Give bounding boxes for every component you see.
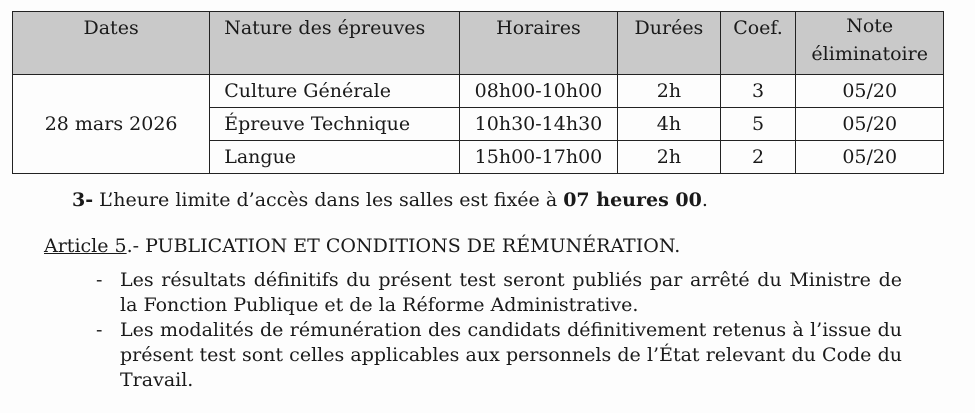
note-cell: 05/20: [796, 108, 944, 141]
horaire-cell: 15h00-17h00: [459, 141, 617, 174]
article-heading: [44, 235, 680, 257]
article-title: .- PUBLICATION ET CONDITIONS DE RÉMUNÉRATION.: [126, 235, 681, 257]
article-items: [96, 268, 902, 393]
paragraph-3: [72, 189, 708, 211]
table-header-row: [13, 12, 944, 75]
nature-cell: Épreuve Technique: [210, 108, 460, 141]
paragraph-time: 07 heures 00: [563, 189, 702, 211]
paragraph-end: .: [701, 189, 708, 211]
date-cell: 28 mars 2026: [13, 75, 210, 174]
dash-bullet: -: [96, 269, 103, 291]
article-label: Article 5: [44, 235, 127, 257]
horaire-cell: 08h00-10h00: [459, 75, 617, 108]
nature-cell: Langue: [210, 141, 460, 174]
header-dates: Dates: [13, 12, 210, 75]
coef-cell: 3: [720, 75, 796, 108]
nature-cell: Culture Générale: [210, 75, 460, 108]
duree-cell: 4h: [618, 108, 720, 141]
header-durees: Durées: [618, 12, 720, 75]
header-horaires: Horaires: [459, 12, 617, 75]
coef-cell: 5: [720, 108, 796, 141]
dash-bullet: -: [96, 319, 103, 341]
exam-schedule-table: [12, 11, 944, 174]
horaire-cell: 10h30-14h30: [459, 108, 617, 141]
note-cell: 05/20: [796, 141, 944, 174]
paragraph-number: 3-: [72, 189, 94, 211]
header-coef: Coef.: [720, 12, 796, 75]
list-item-text: Les résultats définitifs du présent test seront publiés par arrêté du Ministre de la Fonction Publique et de la Réforme Administrative.: [120, 269, 902, 316]
note-cell: 05/20: [796, 75, 944, 108]
list-item: [96, 268, 902, 318]
header-nature: Nature des épreuves: [210, 12, 460, 75]
list-item: [96, 318, 902, 393]
header-note: [796, 12, 944, 75]
table-row: [13, 75, 944, 108]
duree-cell: 2h: [618, 141, 720, 174]
header-note-line2: éliminatoire: [811, 43, 928, 65]
list-item-text: Les modalités de rémunération des candidats définitivement retenus à l’issue du présent test sont celles applicables aux personnels de l’État relevant du Code du Travail.: [120, 319, 902, 391]
paragraph-text: L’heure limite d’accès dans les salles est fixée à: [93, 189, 564, 211]
header-note-line1: Note: [846, 15, 894, 37]
duree-cell: 2h: [618, 75, 720, 108]
coef-cell: 2: [720, 141, 796, 174]
